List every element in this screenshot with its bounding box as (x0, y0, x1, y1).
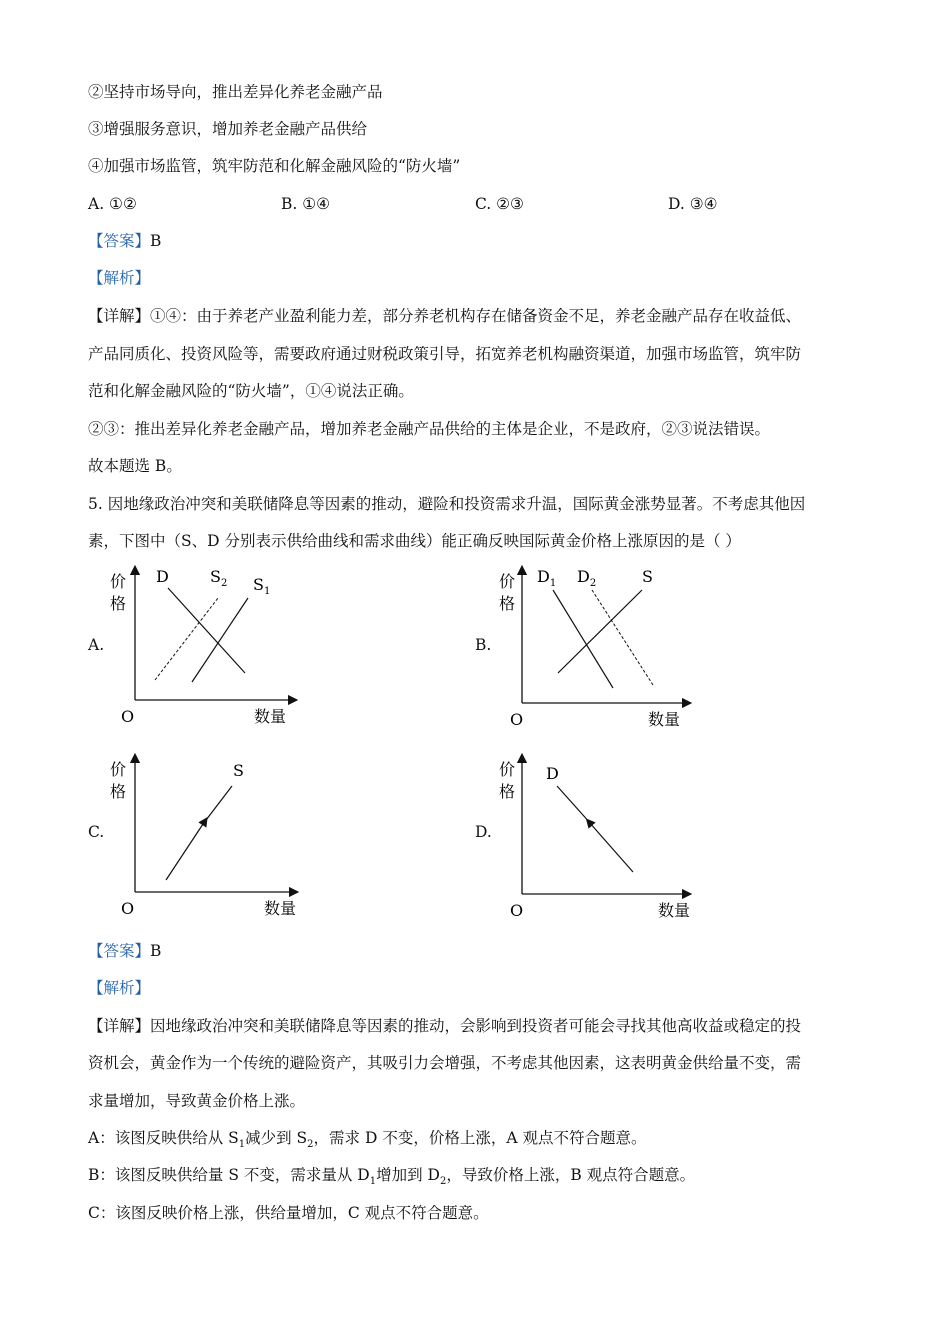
graph-b-label: B. (475, 636, 492, 654)
q4-detail-line-3: 范和化解金融风险的“防火墙”，①④说法正确。 (88, 382, 414, 400)
q5-detail-line-1 (88, 1016, 801, 1036)
q5-explain-c: C：该图反映价格上涨，供给量增加，C 观点不符合题意。 (88, 1204, 489, 1222)
demand-curve (557, 786, 591, 824)
explain-a-pre: A：该图反映供给从 S (88, 1129, 239, 1147)
graph-c (108, 748, 308, 920)
q4-option-c: C. ②③ (475, 195, 524, 213)
q4-detail-line-2: 产品同质化、投资风险等，需要政府通过财税政策引导，拓宽养老机构融资渠道，加强市场监管，筑牢防 (88, 345, 802, 363)
s2-label: $S_2$ (210, 567, 228, 589)
q4-analysis-tag: 【解析】 (88, 269, 151, 287)
supply-curve (203, 786, 232, 824)
sub-2: 2 (307, 1139, 314, 1151)
d-label: D (156, 567, 169, 586)
y-label-2: 格 (110, 782, 127, 801)
origin-label: O (121, 707, 135, 726)
y-label-1: 价 (110, 572, 127, 591)
graph-b (495, 560, 705, 730)
q5-answer (88, 941, 161, 961)
graph-c-label: C. (88, 823, 105, 841)
x-label: 数量 (254, 707, 287, 726)
detail-tag: 【详解】 (88, 1017, 151, 1035)
s1-label: $S_1$ (253, 575, 271, 597)
graph-d-label: D. (475, 823, 492, 841)
q5-analysis-tag: 【解析】 (88, 979, 151, 997)
q4-item-4: ④加强市场监管，筑牢防范和化解金融风险的“防火墙” (88, 157, 461, 175)
q4-option-b: B. ①④ (281, 195, 331, 213)
x-label: 数量 (648, 710, 681, 729)
origin-label: O (121, 899, 135, 918)
s-label: S (642, 567, 653, 586)
q4-item-2: ②坚持市场导向，推出差异化养老金融产品 (88, 83, 383, 101)
d2-label: $D_2$ (577, 567, 597, 589)
demand-curve-d2 (592, 590, 653, 685)
graph-a-label: A. (88, 636, 105, 654)
q5-stem-line-2: 素，下图中（S、D 分别表示供给曲线和需求曲线）能正确反映国际黄金价格上涨原因的是（ ） (88, 532, 741, 550)
explain-a-post: ，需求 D 不变，价格上涨，A 观点不符合题意。 (313, 1129, 647, 1147)
answer-tag: 【答案】 (88, 942, 151, 960)
answer-value: B (150, 232, 162, 250)
q4-detail-line-4: ②③：推出差异化养老金融产品，增加养老金融产品供给的主体是企业，不是政府，②③说法错误。 (88, 420, 771, 438)
y-label-2: 格 (110, 594, 127, 613)
q4-option-a: A. ①② (88, 195, 137, 213)
q4-answer (88, 231, 161, 251)
y-label-1: 价 (499, 760, 516, 779)
d1-label: $D_1$ (537, 567, 557, 589)
y-label-2: 格 (499, 594, 516, 613)
sub-1: 1 (238, 1139, 246, 1151)
y-label-1: 价 (110, 760, 127, 779)
d-label: D (546, 764, 559, 783)
supply-curve-s2 (155, 598, 218, 680)
q4-item-3: ③增强服务意识，增加养老金融产品供给 (88, 120, 368, 138)
y-label-1: 价 (499, 572, 516, 591)
sub-2: 2 (439, 1176, 447, 1188)
graph-d (495, 748, 705, 920)
q4-detail-line-1 (88, 306, 801, 326)
x-label: 数量 (658, 901, 691, 920)
q4-detail-line-5: 故本题选 B。 (88, 457, 182, 475)
q5-explain-a (88, 1128, 646, 1155)
q5-stem-line-1: 5. 因地缘政治冲突和美联储降息等因素的推动，避险和投资需求升温，国际黄金涨势显著。不考虑其他因 (88, 495, 806, 513)
supply-curve (558, 590, 642, 673)
detail-text: 因地缘政治冲突和美联储降息等因素的推动，会影响到投资者可能会寻找其他高收益或稳定的投 (150, 1017, 802, 1035)
q5-explain-b (88, 1165, 695, 1192)
x-label: 数量 (264, 899, 297, 918)
detail-tag: 【详解】 (88, 307, 151, 325)
answer-tag: 【答案】 (88, 232, 151, 250)
sub-1: 1 (369, 1176, 377, 1188)
explain-b-pre: B：该图反映供给量 S 不变，需求量从 D (88, 1166, 370, 1184)
supply-curve-arrow (166, 821, 205, 880)
q4-option-d: D. ③④ (668, 195, 718, 213)
explain-b-mid: 增加到 D (376, 1166, 440, 1184)
demand-curve-d1 (553, 590, 613, 688)
s-label: S (233, 761, 244, 780)
supply-curve-s1 (192, 598, 248, 682)
origin-label: O (510, 710, 524, 729)
detail-text: ①④：由于养老产业盈利能力差，部分养老机构存在储备资金不足，养老金融产品存在收益低、 (150, 307, 802, 325)
y-label-2: 格 (499, 782, 516, 801)
demand-curve-arrow (589, 822, 633, 872)
graph-a (108, 560, 308, 730)
explain-b-post: ，导致价格上涨，B 观点符合题意。 (446, 1166, 696, 1184)
explain-a-mid: 减少到 S (245, 1129, 308, 1147)
origin-label: O (510, 901, 524, 920)
q5-detail-line-3: 求量增加，导致黄金价格上涨。 (88, 1092, 306, 1110)
answer-value: B (150, 942, 162, 960)
q5-detail-line-2: 资机会，黄金作为一个传统的避险资产，其吸引力会增强，不考虑其他因素，这表明黄金供给量不变，需 (88, 1054, 802, 1072)
